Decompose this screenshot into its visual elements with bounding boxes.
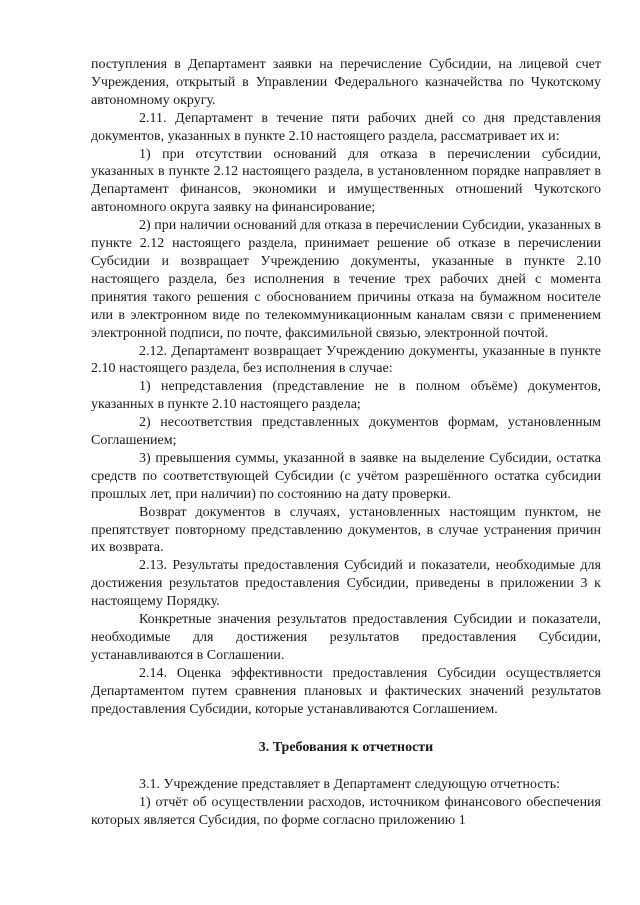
paragraph-2-11: 2.11. Департамент в течение пяти рабочих дней со дня представления документов, указанных в пункте 2.10 настоящего раздела, рассматривает их и:: [91, 110, 601, 144]
paragraph-2-11-item-1: 1) при отсутствии оснований для отказа в перечислении субсидии, указанных в пункте 2.12 настоящего раздела, в установленном порядке направляет в Департамент финансов, экономики и имущественных отношений Чукотского автономного округа заявку на финансирование;: [91, 146, 601, 216]
paragraph-2-14: 2.14. Оценка эффективности предоставления Субсидии осуществляется Департаментом путем сравнения плановых и фактических значений результатов предоставления Субсидии, которые устанавливаются Соглашением.: [91, 665, 601, 717]
paragraph-2-12-return: Возврат документов в случаях, установленных настоящим пунктом, не препятствует повторному представлению документов, в случае устранения причин их возврата.: [91, 504, 601, 556]
document-body: [91, 56, 601, 830]
paragraph-2-12: 2.12. Департамент возвращает Учреждению документы, указанные в пункте 2.10 настоящего раздела, без исполнения в случае:: [91, 343, 601, 377]
paragraph-continuation: поступления в Департамент заявки на перечисление Субсидии, на лицевой счет Учреждения, открытый в Управлении Федерального казначейства по Чукотскому автономному округу.: [91, 57, 601, 108]
paragraph-2-12-item-3: 3) превышения суммы, указанной в заявке на выделение Субсидии, остатка средств по соответствующей Субсидии (с учётом разрешённого остатка субсидии прошлых лет, при наличии) по состоянию на дату проверки.: [91, 450, 601, 502]
paragraph-2-13: 2.13. Результаты предоставления Субсидий и показатели, необходимые для достижения результатов предоставления Субсидии, приведены в приложении 3 к настоящему Порядку.: [91, 558, 601, 610]
paragraph-3-1: 3.1. Учреждение представляет в Департамент следующую отчетность:: [139, 777, 560, 793]
section-heading: 3. Требования к отчетности: [258, 739, 434, 755]
paragraph-2-11-item-2: 2) при наличии оснований для отказа в перечислении Субсидии, указанных в пункте 2.12 настоящего раздела, принимает решение об отказе в перечислении Субсидии и возвращает Учреждению документы, указанные в пункте 2.10 настоящего раздела, без исполнения в течение трех рабочих дней с момента принятия такого решения с обоснованием причины отказа на бумажном носителе или в электронном виде по телекоммуникационным каналам связи с применением электронной подписи, по почте, факсимильной связью, электронной почтой.: [91, 218, 601, 341]
paragraph-2-13-values: Конкретные значения результатов предоставления Субсидии и показатели, необходимые для достижения результатов предоставления Субсидии, устанавливаются в Соглашении.: [91, 612, 601, 663]
paragraph-2-12-item-1: 1) непредставления (представление не в полном объёме) документов, указанных в пункте 2.10 настоящего раздела;: [91, 379, 601, 413]
paragraph-2-12-item-2: 2) несоответствия представленных документов формам, установленным Соглашением;: [91, 415, 601, 449]
paragraph-3-1-item-1: 1) отчёт об осуществлении расходов, источником финансового обеспечения которых является Субсидия, по форме согласно приложению 1: [91, 795, 601, 829]
